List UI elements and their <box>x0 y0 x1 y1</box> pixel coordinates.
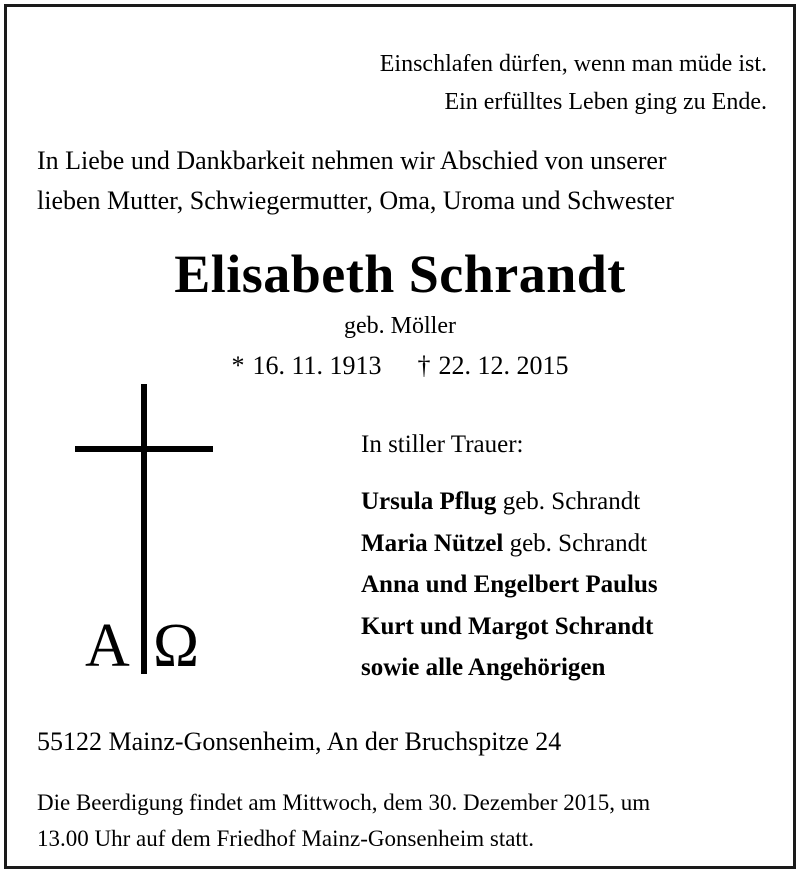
mourners-list <box>361 425 658 689</box>
mourner-entry <box>361 481 658 523</box>
mourner-name: Maria Nützel <box>361 529 504 557</box>
intro-text <box>37 141 777 221</box>
mourner-name: Ursula Pflug <box>361 488 497 515</box>
cross-icon-vertical-bar <box>141 384 147 674</box>
omega-symbol: Ω <box>153 612 200 680</box>
birth-star-icon: * <box>231 351 245 380</box>
death-cross-icon: † <box>417 351 431 380</box>
mourner-entry <box>361 606 658 648</box>
mourner-note: geb. Schrandt <box>496 488 641 515</box>
mourner-note: geb. Schrandt <box>503 529 648 557</box>
obituary-notice <box>4 4 796 869</box>
funeral-line: Die Beerdigung findet am Mittwoch, dem 30. Dezember 2015, um <box>37 790 651 815</box>
life-dates <box>7 351 793 381</box>
mourner-entry <box>361 647 658 689</box>
funeral-info <box>37 785 777 857</box>
maiden-name: geb. Möller <box>344 313 456 339</box>
mourner-name: Anna und Engelbert Paulus <box>361 571 658 598</box>
mourners-heading: In stiller Trauer: <box>361 431 524 458</box>
mourner-entry <box>361 564 658 606</box>
mourner-name: sowie alle Angehörigen <box>361 654 606 681</box>
address: 55122 Mainz-Gonsenheim, An der Bruchspitze 24 <box>37 727 562 756</box>
funeral-line: 13.00 Uhr auf dem Friedhof Mainz-Gonsenheim statt. <box>37 826 534 851</box>
deceased-name: Elisabeth Schrandt <box>174 244 626 304</box>
intro-line: lieben Mutter, Schwiegermutter, Oma, Uroma und Schwester <box>37 186 674 215</box>
motto-line: Einschlafen dürfen, wenn man müde ist. <box>379 51 767 77</box>
birth-date: 16. 11. 1913 <box>252 351 382 380</box>
motto-quote <box>380 45 767 121</box>
mourner-name: Kurt und Margot Schrandt <box>361 612 654 640</box>
cross-icon-horizontal-bar <box>75 446 213 452</box>
intro-line: In Liebe und Dankbarkeit nehmen wir Abschied von unserer <box>37 146 667 175</box>
motto-line: Ein erfülltes Leben ging zu Ende. <box>444 89 767 115</box>
death-date: 22. 12. 2015 <box>438 351 569 380</box>
mourner-entry <box>361 523 658 565</box>
alpha-symbol: A <box>85 612 130 680</box>
